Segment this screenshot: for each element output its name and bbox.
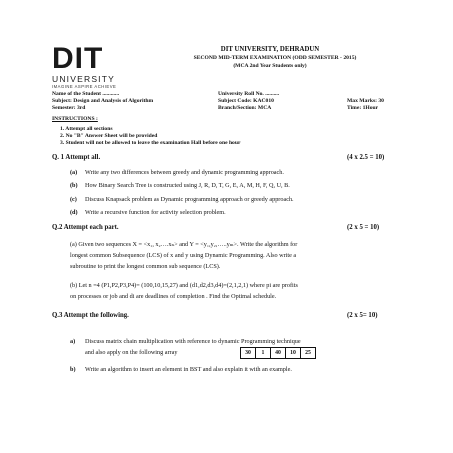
subject-code: Subject Code: KAC010 xyxy=(218,98,274,104)
q1-text-a: Write any two differences between greedy and dynamic programming approach. xyxy=(85,169,284,176)
q1-title: Q. 1 Attempt all. xyxy=(52,154,101,161)
exam-time: Time: 1Hour xyxy=(347,105,379,111)
instruction-item: 3. Student will not be allowed to leave the examination Hall before one hour xyxy=(60,140,241,146)
q2-b-line: (b) Let n =4 (P1,P2,P3,P4)= (100,10,15,27) and (d1,d2,d3,d4)=(2,1,2,1) where pi are profits xyxy=(70,282,298,289)
student-name-field: Name of the Student ............ xyxy=(52,91,120,97)
array-cell: 30 xyxy=(241,348,256,358)
q2-marks: (2 x 5 = 10) xyxy=(347,224,380,231)
max-marks: Max Marks: 30 xyxy=(347,98,384,104)
q1-text-c: Discuss Knapsack problem as Dynamic programming approach or greedy approach. xyxy=(85,196,294,203)
q3-title: Q.3 Attempt the following. xyxy=(52,312,129,319)
q1-label-b: (b) xyxy=(70,182,78,189)
instruction-item: 2. No "B" Answer Sheet will be provided xyxy=(60,133,158,139)
university-logo xyxy=(52,42,120,89)
q1-text-d: Write a recursive function for activity selection problem. xyxy=(85,209,226,216)
university-name: DIT UNIVERSITY, DEHRADUN xyxy=(220,46,320,53)
logo-letters: DIT xyxy=(52,42,104,75)
q1-label-c: (c) xyxy=(70,196,77,203)
q3-text-b: Write an algorithm to insert an element in BST and also explain it with an example. xyxy=(85,366,292,373)
instructions-title: INSTRUCTIONS : xyxy=(52,116,98,122)
array-cell: 10 xyxy=(286,348,301,358)
q2-b-line: on processes or job and di are deadlines of completion . Find the Optimal schedule. xyxy=(70,293,277,300)
array-cell: 25 xyxy=(305,350,311,356)
logo-subtitle: UNIVERSITY xyxy=(52,74,116,84)
logo-tagline: IMAGINE ASPIRE ACHIEVE xyxy=(52,84,117,89)
q3-marks: (2 x 5= 10) xyxy=(347,312,378,319)
q3-label-a: a) xyxy=(70,338,76,345)
subject-name: Subject: Design and Analysis of Algorithm xyxy=(52,98,154,104)
roll-no-field: University Roll No. .......... xyxy=(218,91,280,97)
semester: Semester: 3rd xyxy=(52,105,86,111)
q1-text-b: How Binary Search Tree is constructed using J, R, D, T, G, E, A, M, H, F, Q, U, B. xyxy=(85,182,290,189)
q1-label-a: (a) xyxy=(70,169,78,176)
array-cell: 1 xyxy=(256,348,271,358)
q3-label-b: b) xyxy=(70,366,76,373)
q3-a-line2: and also apply on the following array xyxy=(85,349,178,356)
branch-section: Branch/Section: MCA xyxy=(218,105,272,111)
q1-label-d: (d) xyxy=(70,209,78,216)
q2-a-line: longest common Subsequence (LCS) of x and y using Dynamic Programming. Also write a xyxy=(70,252,297,259)
q1-marks: (4 x 2.5 = 10) xyxy=(347,154,385,161)
instruction-item: 1. Attempt all sections xyxy=(60,126,113,132)
q3-a-line1: Discuss matrix chain multiplication with reference to dynamic Programming technique xyxy=(85,338,301,345)
array-cell: 40 xyxy=(271,348,286,358)
q2-a-line: (a) Given two sequences X = <x₁, x₂….xₙ> and Y = <y₁,y₂,…..yₘ>. Write the algorithm for xyxy=(70,241,298,248)
exam-title: SECOND MID-TERM EXAMINATION (ODD SEMESTER - 2015) xyxy=(193,55,357,61)
q2-title: Q.2 Attempt each part. xyxy=(52,224,119,231)
exam-students: (MCA 2nd Year Students only) xyxy=(233,63,307,69)
q2-a-line: subroutine to print the longest common sub sequence (LCS). xyxy=(70,263,221,270)
matrix-dimension-array xyxy=(240,347,316,359)
